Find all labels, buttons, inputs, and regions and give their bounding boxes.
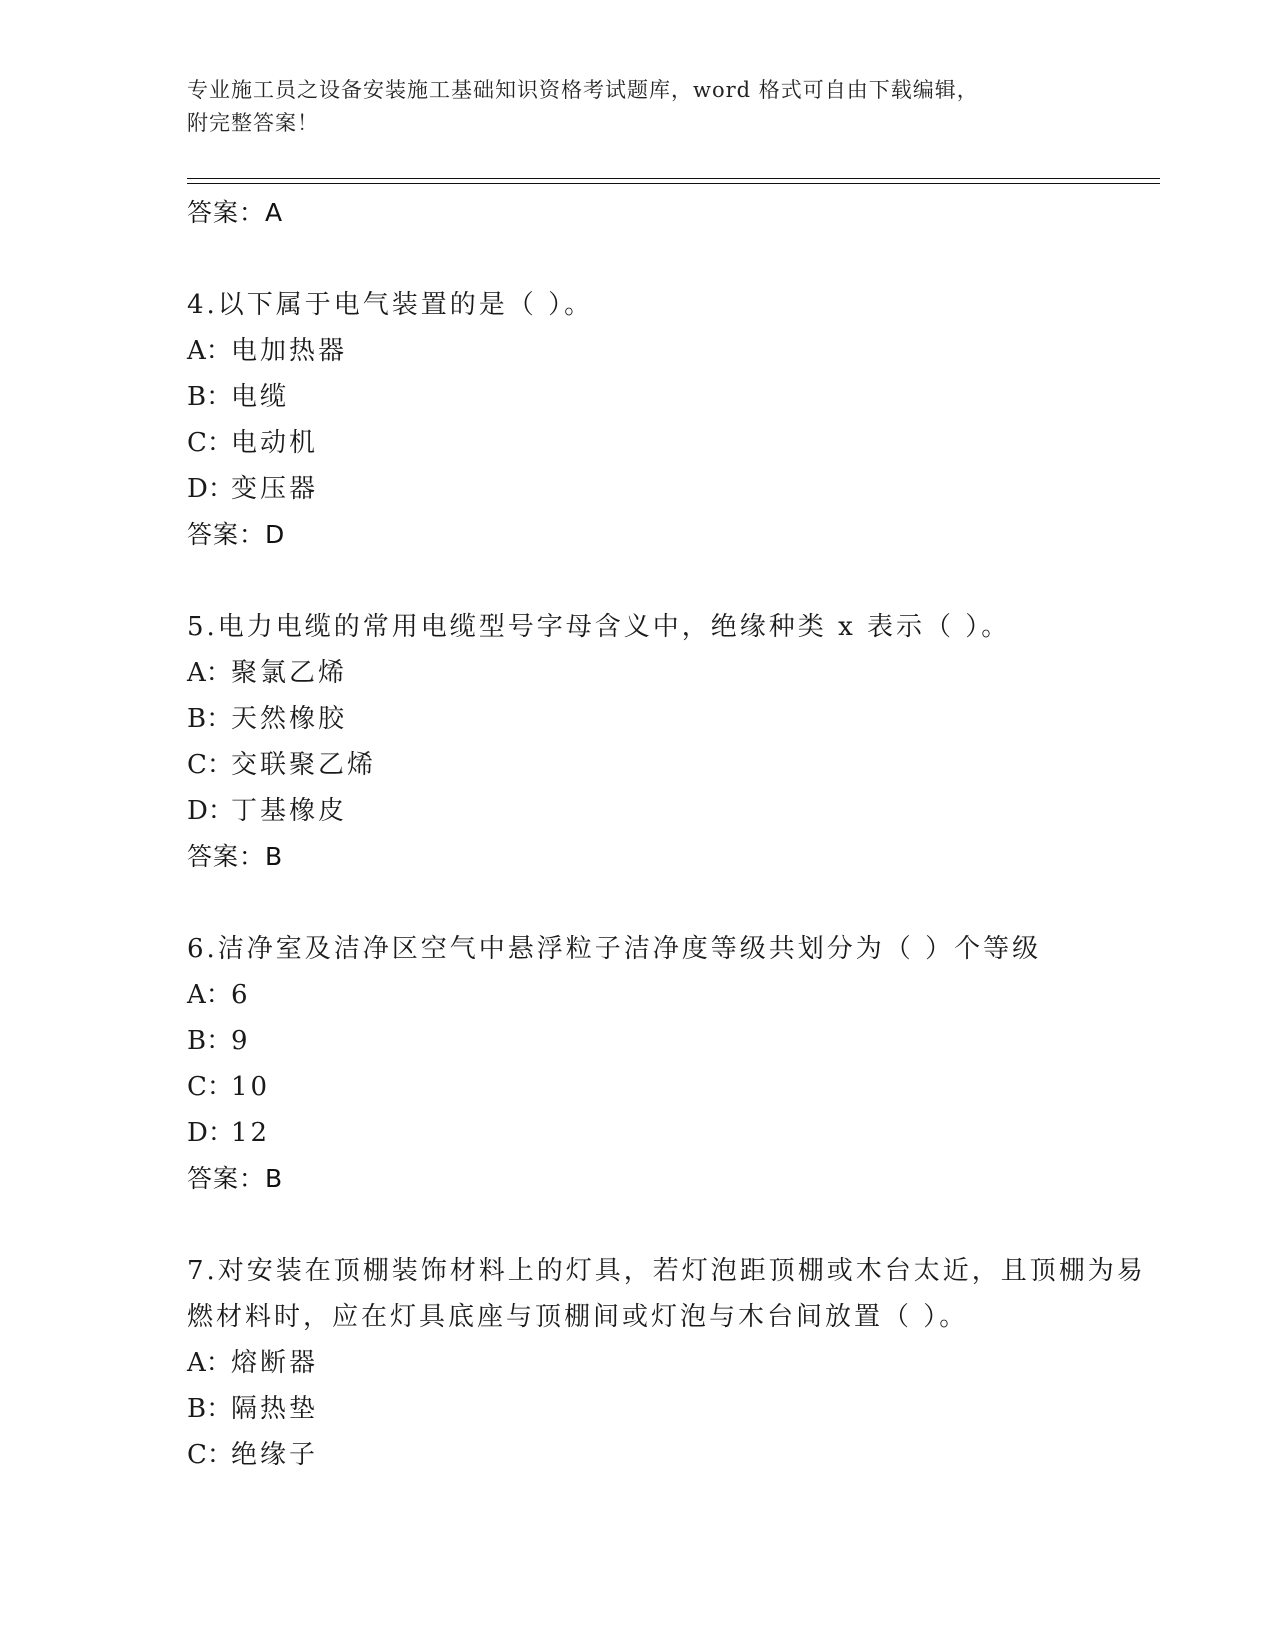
- option-text: 隔热垫: [231, 1394, 319, 1424]
- option-key: B：: [187, 382, 233, 412]
- option-key: B：: [187, 1394, 233, 1424]
- option-text: 天然橡胶: [231, 704, 348, 734]
- header-divider-top: [187, 178, 1160, 179]
- option-text: 电缆: [231, 382, 290, 412]
- option-text: 6: [231, 980, 251, 1010]
- question-6-option-c: [187, 1064, 1147, 1110]
- document-header: [187, 74, 1087, 140]
- option-key: C：: [187, 428, 233, 458]
- question-5-option-a: [187, 650, 1147, 696]
- spacer: [187, 880, 1147, 926]
- option-key: D：: [187, 1118, 234, 1148]
- option-key: A：: [187, 980, 232, 1010]
- option-key: D：: [187, 796, 234, 826]
- option-text: 熔断器: [231, 1348, 319, 1378]
- spacer: [187, 558, 1147, 604]
- option-text: 丁基橡皮: [231, 796, 348, 826]
- option-key: A：: [187, 658, 232, 688]
- question-4-option-c: [187, 420, 1147, 466]
- question-7-option-a: [187, 1340, 1147, 1386]
- header-line-2: 附完整答案！: [187, 111, 319, 135]
- option-text: 电动机: [231, 428, 319, 458]
- question-5-answer: 答案：B: [187, 842, 284, 871]
- question-5: 5.电力电缆的常用电缆型号字母含义中，绝缘种类 x 表示（ ）。: [187, 612, 1011, 642]
- question-4-option-d: [187, 466, 1147, 512]
- question-6-option-b: [187, 1018, 1147, 1064]
- option-key: C：: [187, 750, 233, 780]
- question-7-option-b: [187, 1386, 1147, 1432]
- option-text: 电加热器: [231, 336, 348, 366]
- option-text: 9: [231, 1026, 251, 1056]
- question-4-option-b: [187, 374, 1147, 420]
- question-7: 7.对安装在顶棚装饰材料上的灯具，若灯泡距顶棚或木台太近，且顶棚为易燃材料时，应在灯具底座与顶棚间或灯泡与木台间放置（ ）。: [187, 1256, 1146, 1332]
- question-4: 4.以下属于电气装置的是（ ）。: [187, 290, 594, 320]
- question-5-option-d: [187, 788, 1147, 834]
- option-key: C：: [187, 1072, 233, 1102]
- option-key: B：: [187, 704, 233, 734]
- answer-previous: 答案：A: [187, 198, 284, 227]
- question-6: 6.洁净室及洁净区空气中悬浮粒子洁净度等级共划分为（ ）个等级: [187, 934, 1042, 964]
- option-key: A：: [187, 1348, 232, 1378]
- spacer: [187, 1202, 1147, 1248]
- question-4-option-a: [187, 328, 1147, 374]
- question-7-option-c: [187, 1432, 1147, 1478]
- option-text: 12: [231, 1118, 271, 1148]
- option-text: 聚氯乙烯: [231, 658, 348, 688]
- spacer: [187, 236, 1147, 282]
- question-6-option-d: [187, 1110, 1147, 1156]
- question-6-answer: 答案：B: [187, 1164, 284, 1193]
- question-6-option-a: [187, 972, 1147, 1018]
- option-key: D：: [187, 474, 234, 504]
- header-line-1: 专业施工员之设备安装施工基础知识资格考试题库，word 格式可自由下载编辑，: [187, 78, 979, 102]
- option-text: 交联聚乙烯: [231, 750, 377, 780]
- question-4-answer: 答案：D: [187, 520, 286, 549]
- option-text: 变压器: [231, 474, 319, 504]
- option-text: 绝缘子: [231, 1440, 319, 1470]
- option-text: 10: [231, 1072, 271, 1102]
- option-key: A：: [187, 336, 232, 366]
- question-5-option-c: [187, 742, 1147, 788]
- question-list: [187, 190, 1147, 1478]
- header-divider-bottom: [187, 183, 1160, 184]
- option-key: C：: [187, 1440, 233, 1470]
- option-key: B：: [187, 1026, 233, 1056]
- question-5-option-b: [187, 696, 1147, 742]
